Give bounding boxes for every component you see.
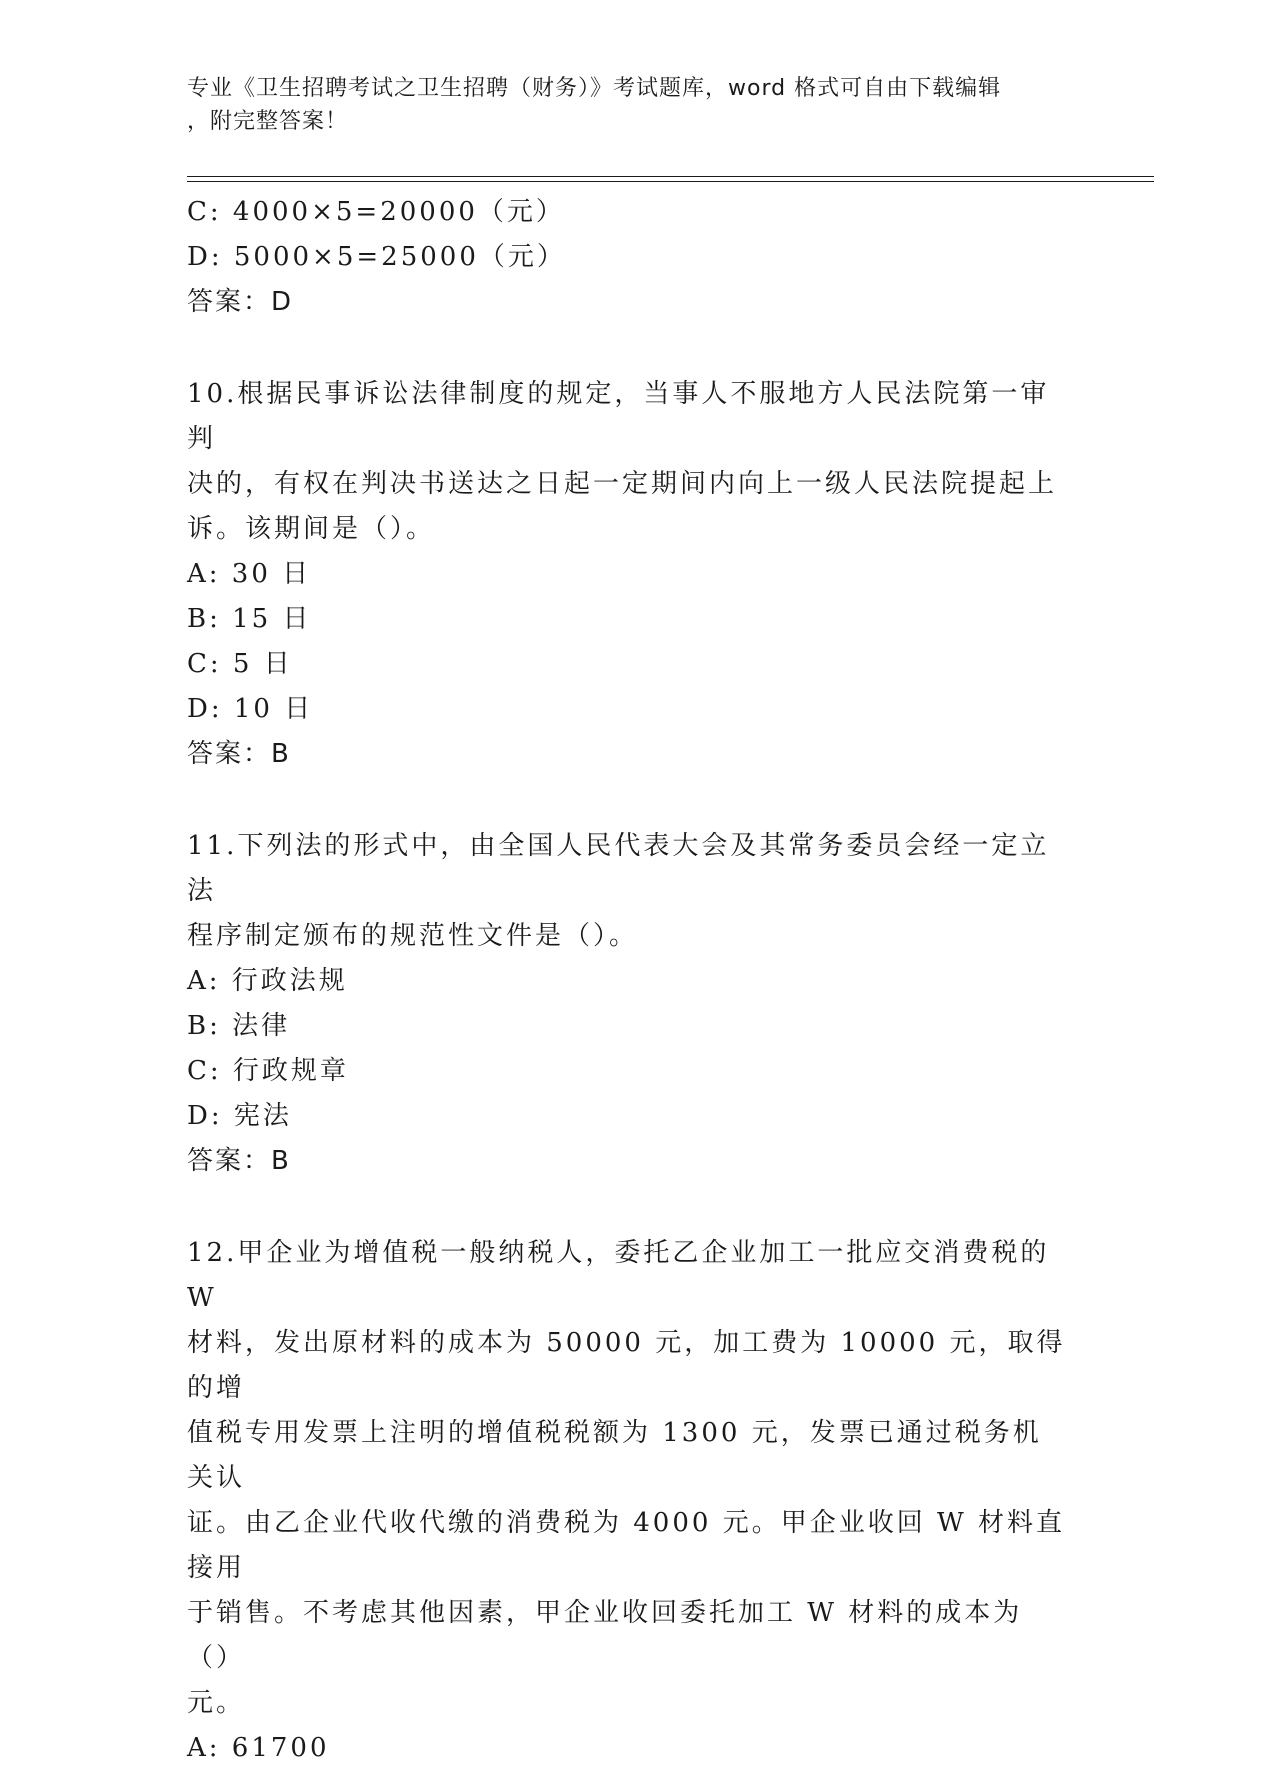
option-c: C: 5 日 <box>187 649 293 679</box>
option-a: A: 30 日 <box>187 559 312 589</box>
option-d: D: 宪法 <box>187 1101 292 1131</box>
option-c: C: 行政规章 <box>187 1056 349 1086</box>
question-10 <box>187 372 1067 777</box>
question-stem-line: 10.根据民事诉讼法律制度的规定，当事人不服地方人民法院第一审判 <box>187 379 1050 454</box>
question-stem-line: 11.下列法的形式中，由全国人民代表大会及其常务委员会经一定立法 <box>187 831 1050 906</box>
question-stem-line: 诉。该期间是（）。 <box>187 514 436 544</box>
question-stem-line: 决的，有权在判决书送达之日起一定期间内向上一级人民法院提起上 <box>187 469 1058 499</box>
header-line-1: 专业《卫生招聘考试之卫生招聘（财务）》考试题库，word 格式可自由下载编辑 <box>187 76 1002 101</box>
question-stem-line: 于销售。不考虑其他因素，甲企业收回委托加工 W 材料的成本为（） <box>187 1598 1023 1673</box>
option-a: A: 61700 <box>187 1733 330 1763</box>
option-d: D: 5000×5=25000（元） <box>187 242 566 272</box>
header-divider-bottom <box>187 181 1154 182</box>
question-stem-line: 值税专用发票上注明的增值税税额为 1300 元，发票已通过税务机关认 <box>187 1418 1042 1493</box>
question-content <box>187 190 1067 1771</box>
question-stem-line: 材料，发出原材料的成本为 50000 元，加工费为 10000 元，取得的增 <box>187 1328 1066 1403</box>
option-c: C: 4000×5=20000（元） <box>187 197 565 227</box>
option-d: D: 10 日 <box>187 694 314 724</box>
question-11 <box>187 824 1067 1184</box>
header-divider-top <box>187 176 1154 177</box>
document-header <box>187 72 1067 138</box>
header-line-2: ，附完整答案！ <box>187 109 349 134</box>
question-9-tail <box>187 190 1067 325</box>
option-a: A: 行政法规 <box>187 966 348 996</box>
question-stem-line: 元。 <box>187 1688 246 1718</box>
question-stem-line: 证。由乙企业代收代缴的消费税为 4000 元。甲企业收回 W 材料直接用 <box>187 1508 1065 1583</box>
answer-line: 答案：B <box>187 1146 291 1176</box>
option-b: B: 15 日 <box>187 604 312 634</box>
question-stem-line: 12.甲企业为增值税一般纳税人，委托乙企业加工一批应交消费税的 W <box>187 1238 1061 1313</box>
answer-line: 答案：D <box>187 287 294 317</box>
question-12 <box>187 1231 1067 1771</box>
option-b: B: 法律 <box>187 1011 291 1041</box>
answer-line: 答案：B <box>187 739 291 769</box>
question-stem-line: 程序制定颁布的规范性文件是（）。 <box>187 921 639 951</box>
